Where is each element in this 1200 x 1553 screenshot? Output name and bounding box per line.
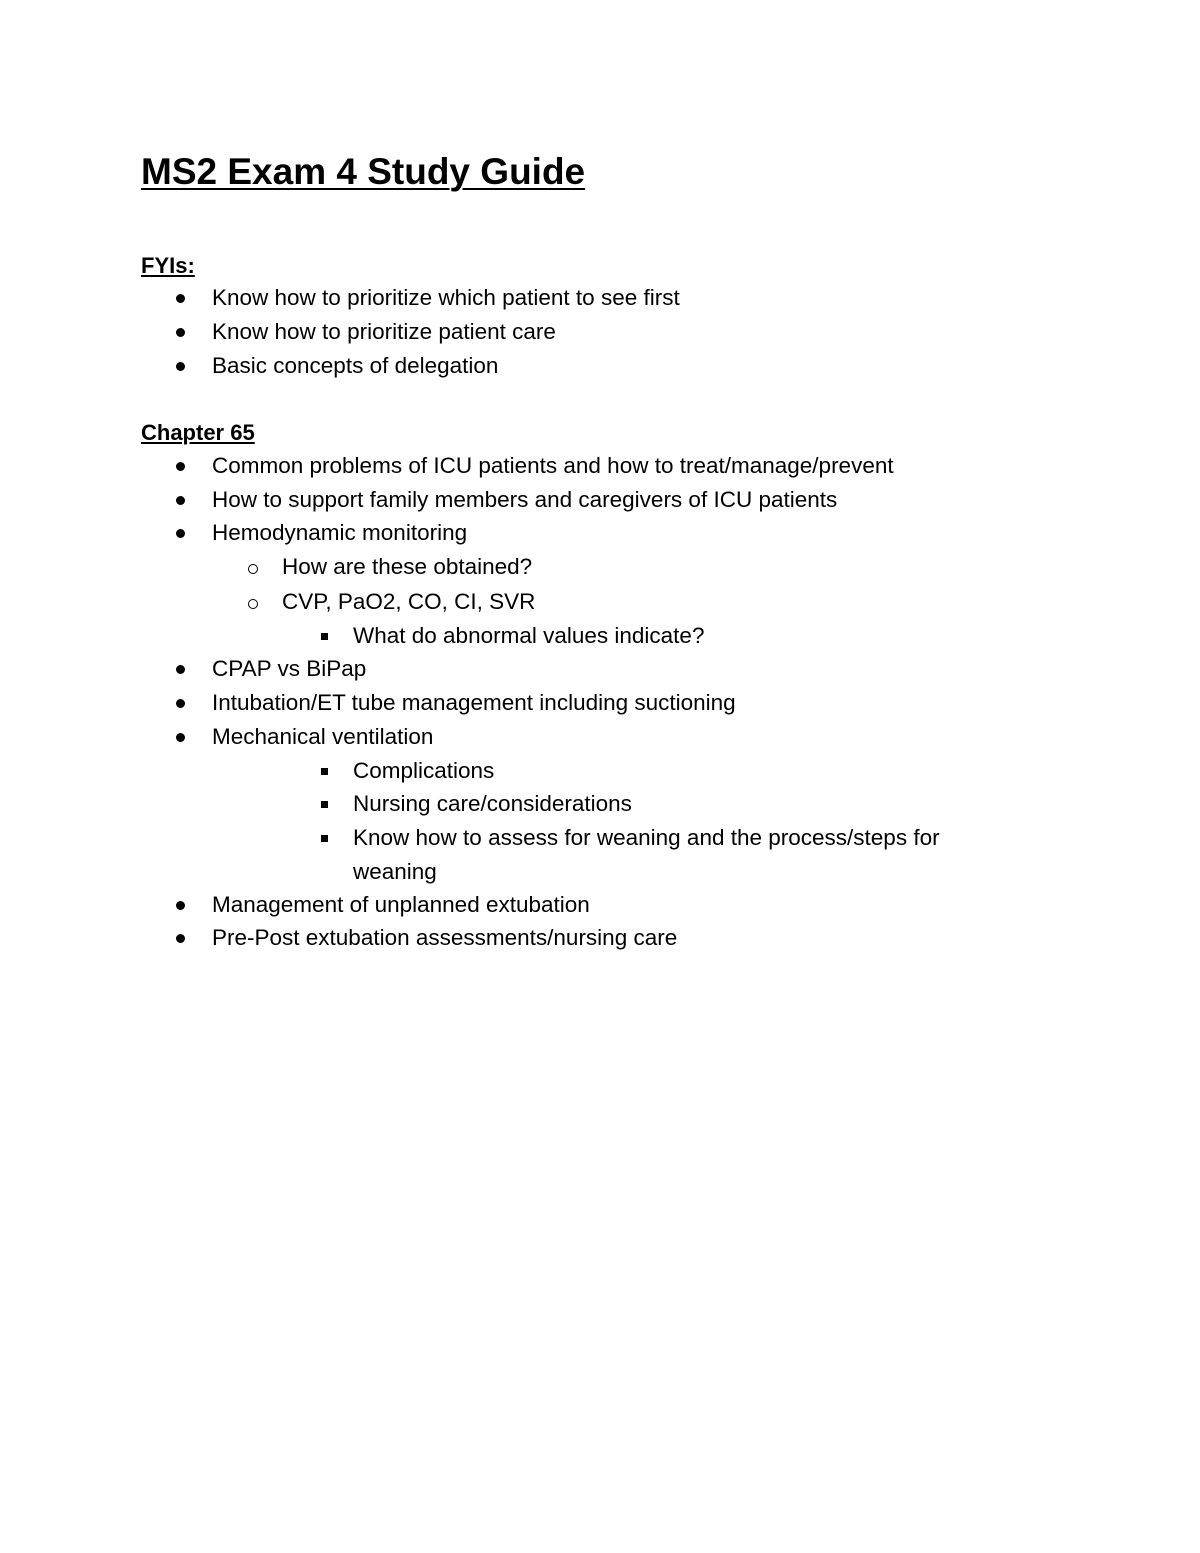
sub-sub-list-item-continuation (0, 855, 1200, 889)
list-item-text: Complications (353, 758, 495, 783)
square-bullet-icon (321, 768, 328, 775)
list-item-text: Management of unplanned extubation (212, 892, 590, 917)
square-bullet-icon (321, 835, 328, 842)
list-item-text: Pre-Post extubation assessments/nursing care (212, 925, 678, 950)
list-item-text: Know how to prioritize which patient to see first (212, 285, 680, 310)
bullet-icon (176, 733, 185, 742)
circle-bullet-icon (248, 564, 258, 574)
list-item (0, 686, 1200, 720)
list-item (0, 349, 1200, 383)
list-item (0, 483, 1200, 517)
list-item-text: How are these obtained? (282, 554, 533, 579)
list-item-text: Know how to prioritize patient care (212, 319, 556, 344)
list-item-text: CPAP vs BiPap (212, 656, 367, 681)
bullet-icon (176, 462, 185, 471)
list-item-text: Nursing care/considerations (353, 791, 632, 816)
sub-sub-list-item (0, 787, 1200, 821)
list-item-text: Mechanical ventilation (212, 724, 434, 749)
list-item-text: Common problems of ICU patients and how to treat/manage/prevent (212, 453, 894, 478)
sub-sub-list-item (0, 619, 1200, 653)
sub-sub-list-item (0, 754, 1200, 788)
list-item-text: How to support family members and caregivers of ICU patients (212, 487, 838, 512)
list-item-text: weaning (353, 859, 437, 884)
bullet-icon (176, 362, 185, 371)
list-item (0, 888, 1200, 922)
list-item (0, 720, 1200, 754)
list-item-text: Hemodynamic monitoring (212, 520, 468, 545)
bullet-icon (176, 934, 185, 943)
sub-list-item (0, 550, 1200, 584)
list-item (0, 281, 1200, 315)
section-heading-fyis: FYIs: (141, 253, 195, 278)
sub-list-item (0, 585, 1200, 619)
bullet-icon (176, 294, 185, 303)
list-item-text: Intubation/ET tube management including suctioning (212, 690, 736, 715)
circle-bullet-icon (248, 599, 258, 609)
square-bullet-icon (321, 801, 328, 808)
bullet-icon (176, 328, 185, 337)
list-item (0, 921, 1200, 955)
bullet-icon (176, 529, 185, 538)
list-item-text: Basic concepts of delegation (212, 353, 499, 378)
list-item-text: What do abnormal values indicate? (353, 623, 705, 648)
document-title: MS2 Exam 4 Study Guide (141, 151, 586, 192)
bullet-icon (176, 496, 185, 505)
list-item (0, 652, 1200, 686)
bullet-icon (176, 901, 185, 910)
section-heading-chapter-65: Chapter 65 (141, 420, 255, 445)
list-item-text: Know how to assess for weaning and the process/steps for (353, 825, 940, 850)
list-item (0, 449, 1200, 483)
list-item (0, 315, 1200, 349)
list-item-text: CVP, PaO2, CO, CI, SVR (282, 589, 536, 614)
sub-sub-list-item (0, 821, 1200, 855)
bullet-icon (176, 665, 185, 674)
list-item (0, 516, 1200, 550)
square-bullet-icon (321, 633, 328, 640)
bullet-icon (176, 699, 185, 708)
